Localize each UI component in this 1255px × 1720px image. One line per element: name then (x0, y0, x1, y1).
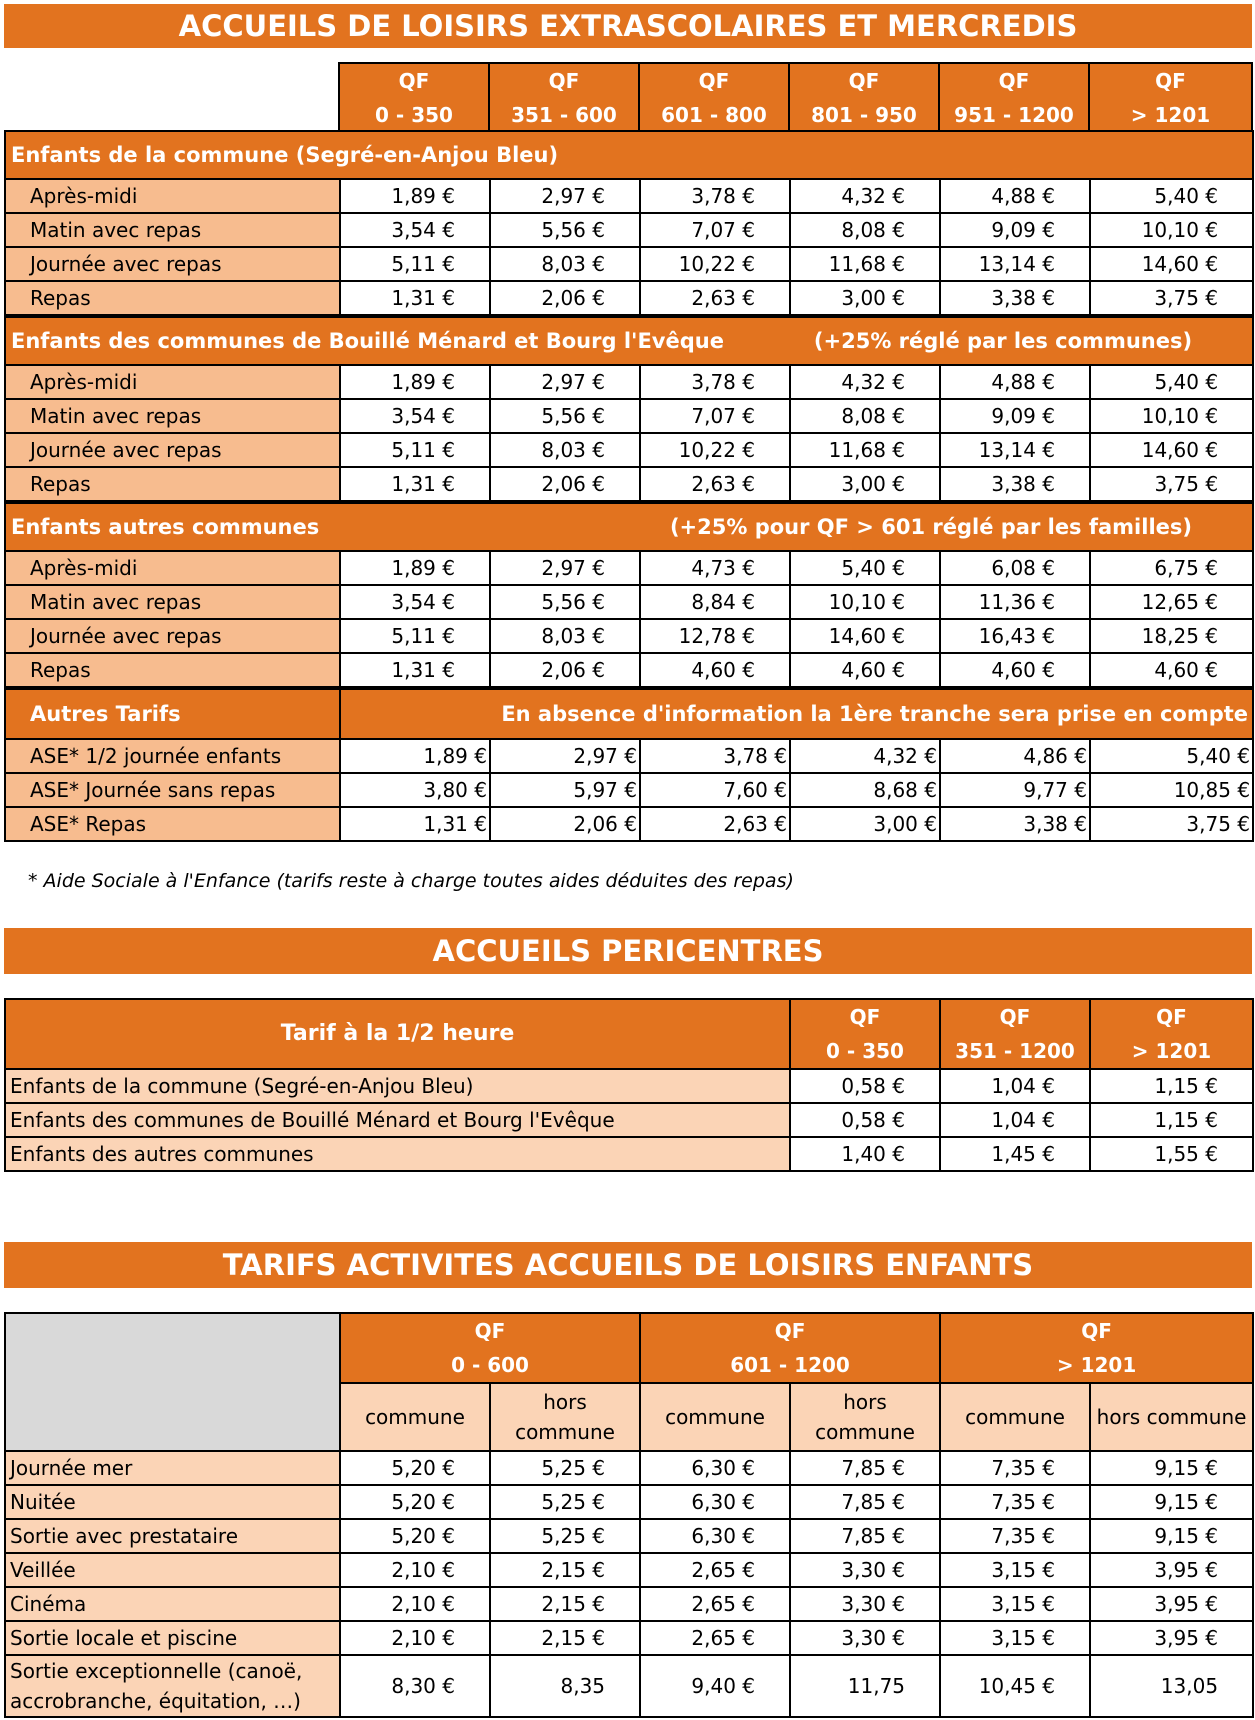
price-cell: 6,30 € (640, 1451, 790, 1485)
price-cell: 5,11 € (340, 619, 490, 653)
row-label: Repas (5, 281, 340, 315)
price-cell: 9,77 € (940, 773, 1090, 807)
price-cell: 2,06 € (490, 467, 640, 501)
autres-note: En absence d'information la 1ère tranche sera prise en compte (340, 689, 1253, 739)
price-cell: 3,00 € (790, 281, 940, 315)
qf-header: QF 951 - 1200 (939, 63, 1089, 133)
sub-header: hors commune (790, 1383, 940, 1451)
price-cell: 5,40 € (1090, 365, 1253, 399)
price-cell: 10,45 € (940, 1655, 1090, 1717)
price-cell: 7,07 € (640, 399, 790, 433)
corner-blank (4, 63, 339, 133)
section-table (4, 316, 1254, 502)
price-cell: 2,15 € (490, 1621, 640, 1655)
price-cell: 2,10 € (340, 1587, 490, 1621)
table-row (5, 653, 1253, 687)
row-label: Cinéma (5, 1587, 340, 1621)
price-cell: 3,00 € (790, 807, 940, 841)
price-cell: 0,58 € (790, 1069, 940, 1103)
title-activites: TARIFS ACTIVITES ACCUEILS DE LOISIRS ENFANTS (4, 1242, 1252, 1288)
activ-corner (5, 1313, 340, 1451)
price-cell: 3,15 € (940, 1621, 1090, 1655)
price-cell: 4,73 € (640, 551, 790, 585)
section-note: (+25% pour QF > 601 réglé par les familles) (669, 515, 1192, 539)
price-cell: 3,75 € (1090, 281, 1253, 315)
price-cell: 8,35 (490, 1655, 640, 1717)
qf-header: QF 601 - 800 (639, 63, 789, 133)
title-extrascolaires: ACCUEILS DE LOISIRS EXTRASCOLAIRES ET MERCREDIS (4, 4, 1252, 48)
row-label: Sortie exceptionnelle (canoë, accrobranche, équitation, …) (5, 1655, 340, 1717)
price-cell: 1,31 € (340, 467, 490, 501)
price-cell: 5,25 € (490, 1451, 640, 1485)
price-cell: 2,65 € (640, 1553, 790, 1587)
qf-header: QF > 1201 (1089, 63, 1252, 133)
table-row (5, 1137, 1253, 1171)
qf-header: QF > 1201 (940, 1313, 1253, 1383)
table-row (5, 585, 1253, 619)
price-cell: 3,95 € (1090, 1621, 1253, 1655)
sub-header: hors commune (490, 1383, 640, 1451)
price-cell: 2,97 € (490, 179, 640, 213)
price-cell: 5,25 € (490, 1485, 640, 1519)
price-cell: 13,05 (1090, 1655, 1253, 1717)
sub-header: commune (340, 1383, 490, 1451)
price-cell: 11,36 € (940, 585, 1090, 619)
price-cell: 2,06 € (490, 281, 640, 315)
row-label: Repas (5, 467, 340, 501)
price-cell: 9,40 € (640, 1655, 790, 1717)
section-title: Enfants de la commune (Segré-en-Anjou Bleu) (5, 131, 1253, 179)
price-cell: 9,15 € (1090, 1451, 1253, 1485)
row-label: Journée avec repas (5, 433, 340, 467)
table-row (5, 179, 1253, 213)
price-cell: 5,20 € (340, 1519, 490, 1553)
price-cell: 4,32 € (790, 739, 940, 773)
table-row (5, 739, 1253, 773)
price-cell: 3,38 € (940, 807, 1090, 841)
row-label: Sortie avec prestataire (5, 1519, 340, 1553)
price-cell: 5,40 € (1090, 179, 1253, 213)
price-cell: 7,85 € (790, 1485, 940, 1519)
qf-header: QF 0 - 350 (790, 999, 940, 1069)
pericentres-table (4, 998, 1254, 1172)
section-note: (+25% réglé par les communes) (813, 329, 1193, 353)
table-row (5, 551, 1253, 585)
price-cell: 3,30 € (790, 1553, 940, 1587)
table-row (5, 1485, 1253, 1519)
price-cell: 5,40 € (790, 551, 940, 585)
price-cell: 3,30 € (790, 1587, 940, 1621)
price-cell: 12,65 € (1090, 585, 1253, 619)
price-cell: 3,54 € (340, 399, 490, 433)
price-cell: 8,03 € (490, 433, 640, 467)
qf-header: QF 351 - 1200 (940, 999, 1090, 1069)
row-label: Enfants de la commune (Segré-en-Anjou Bleu) (5, 1069, 790, 1103)
price-cell: 5,56 € (490, 213, 640, 247)
title-pericentres: ACCUEILS PERICENTRES (4, 928, 1252, 974)
price-cell: 5,25 € (490, 1519, 640, 1553)
price-cell: 8,68 € (790, 773, 940, 807)
sub-header: hors commune (1090, 1383, 1253, 1451)
section-table (4, 502, 1254, 688)
section-table (4, 130, 1254, 316)
row-label: Journée avec repas (5, 247, 340, 281)
price-cell: 7,35 € (940, 1519, 1090, 1553)
price-cell: 9,15 € (1090, 1519, 1253, 1553)
price-cell: 10,10 € (1090, 399, 1253, 433)
row-label: Journée avec repas (5, 619, 340, 653)
price-cell: 6,08 € (940, 551, 1090, 585)
row-label: Après-midi (5, 365, 340, 399)
qf-header: QF 0 - 350 (339, 63, 489, 133)
price-cell: 1,89 € (340, 551, 490, 585)
price-cell: 3,54 € (340, 585, 490, 619)
price-cell: 5,40 € (1090, 739, 1253, 773)
price-cell: 10,22 € (640, 433, 790, 467)
price-cell: 3,15 € (940, 1553, 1090, 1587)
price-cell: 13,14 € (940, 433, 1090, 467)
price-cell: 1,04 € (940, 1103, 1090, 1137)
price-cell: 14,60 € (790, 619, 940, 653)
price-cell: 2,65 € (640, 1621, 790, 1655)
price-cell: 18,25 € (1090, 619, 1253, 653)
row-label: ASE* Journée sans repas (5, 773, 340, 807)
price-cell: 1,45 € (940, 1137, 1090, 1171)
table-row (5, 247, 1253, 281)
row-label: Nuitée (5, 1485, 340, 1519)
price-cell: 1,55 € (1090, 1137, 1253, 1171)
price-cell: 16,43 € (940, 619, 1090, 653)
price-cell: 14,60 € (1090, 247, 1253, 281)
price-cell: 3,15 € (940, 1587, 1090, 1621)
price-cell: 11,68 € (790, 433, 940, 467)
section-title: Enfants des communes de Bouillé Ménard et Bourg l'Evêque (+25% réglé par les communes) (5, 317, 1253, 365)
price-cell: 10,10 € (1090, 213, 1253, 247)
table-row (5, 281, 1253, 315)
table-row (5, 1655, 1253, 1717)
price-cell: 6,30 € (640, 1519, 790, 1553)
price-cell: 4,60 € (640, 653, 790, 687)
price-cell: 3,95 € (1090, 1587, 1253, 1621)
price-cell: 1,04 € (940, 1069, 1090, 1103)
price-cell: 3,78 € (640, 739, 790, 773)
price-cell: 1,15 € (1090, 1069, 1253, 1103)
price-cell: 8,30 € (340, 1655, 490, 1717)
table-row (5, 1621, 1253, 1655)
price-cell: 8,03 € (490, 619, 640, 653)
row-label: Enfants des communes de Bouillé Ménard et Bourg l'Evêque (5, 1103, 790, 1137)
price-cell: 4,32 € (790, 179, 940, 213)
price-cell: 2,65 € (640, 1587, 790, 1621)
table-row (5, 1587, 1253, 1621)
price-cell: 10,10 € (790, 585, 940, 619)
row-label: Matin avec repas (5, 399, 340, 433)
price-cell: 4,88 € (940, 365, 1090, 399)
price-cell: 11,68 € (790, 247, 940, 281)
price-cell: 5,56 € (490, 585, 640, 619)
price-cell: 14,60 € (1090, 433, 1253, 467)
price-cell: 2,15 € (490, 1587, 640, 1621)
price-cell: 1,31 € (340, 281, 490, 315)
price-cell: 7,07 € (640, 213, 790, 247)
price-cell: 1,31 € (340, 807, 490, 841)
qf-header: QF > 1201 (1090, 999, 1253, 1069)
price-cell: 3,54 € (340, 213, 490, 247)
price-cell: 3,75 € (1090, 467, 1253, 501)
row-label: ASE* Repas (5, 807, 340, 841)
row-label: Enfants des autres communes (5, 1137, 790, 1171)
price-cell: 3,38 € (940, 467, 1090, 501)
table-row (5, 365, 1253, 399)
sub-header: commune (940, 1383, 1090, 1451)
price-cell: 3,30 € (790, 1621, 940, 1655)
price-cell: 8,08 € (790, 399, 940, 433)
autres-title: Autres Tarifs (5, 689, 340, 739)
price-cell: 4,60 € (1090, 653, 1253, 687)
price-cell: 10,22 € (640, 247, 790, 281)
price-cell: 1,15 € (1090, 1103, 1253, 1137)
price-cell: 2,97 € (490, 739, 640, 773)
row-label: Matin avec repas (5, 585, 340, 619)
price-cell: 4,88 € (940, 179, 1090, 213)
price-cell: 5,97 € (490, 773, 640, 807)
price-cell: 4,60 € (790, 653, 940, 687)
table-row (5, 467, 1253, 501)
price-cell: 0,58 € (790, 1103, 940, 1137)
footnote: * Aide Sociale à l'Enfance (tarifs reste à charge toutes aides déduites des repas) (28, 870, 794, 892)
price-cell: 6,30 € (640, 1485, 790, 1519)
price-cell: 2,06 € (490, 807, 640, 841)
table-row (5, 773, 1253, 807)
autres-tarifs-table (4, 688, 1254, 842)
row-label: Après-midi (5, 179, 340, 213)
price-cell: 2,10 € (340, 1553, 490, 1587)
price-cell: 2,97 € (490, 365, 640, 399)
table-row (5, 1553, 1253, 1587)
price-cell: 2,63 € (640, 467, 790, 501)
price-cell: 8,08 € (790, 213, 940, 247)
price-cell: 2,06 € (490, 653, 640, 687)
price-cell: 5,11 € (340, 433, 490, 467)
peri-header-label: Tarif à la 1/2 heure (5, 999, 790, 1069)
activites-table (4, 1312, 1254, 1718)
section-title: Enfants autres communes (+25% pour QF > 601 réglé par les familles) (5, 503, 1253, 551)
price-cell: 12,78 € (640, 619, 790, 653)
row-label: Sortie locale et piscine (5, 1621, 340, 1655)
row-label: Après-midi (5, 551, 340, 585)
table-row (5, 399, 1253, 433)
price-cell: 6,75 € (1090, 551, 1253, 585)
price-cell: 1,40 € (790, 1137, 940, 1171)
price-cell: 8,03 € (490, 247, 640, 281)
price-cell: 3,95 € (1090, 1553, 1253, 1587)
table-row (5, 213, 1253, 247)
price-cell: 2,10 € (340, 1621, 490, 1655)
price-cell: 7,60 € (640, 773, 790, 807)
qf-header: QF 601 - 1200 (640, 1313, 940, 1383)
price-cell: 3,75 € (1090, 807, 1253, 841)
price-cell: 11,75 (790, 1655, 940, 1717)
price-cell: 7,85 € (790, 1451, 940, 1485)
sub-header: commune (640, 1383, 790, 1451)
table-row (5, 433, 1253, 467)
extrascolaires-table (4, 62, 1253, 134)
table-row (5, 1519, 1253, 1553)
table-row (5, 1103, 1253, 1137)
price-cell: 2,63 € (640, 281, 790, 315)
price-cell: 13,14 € (940, 247, 1090, 281)
price-cell: 9,15 € (1090, 1485, 1253, 1519)
price-cell: 9,09 € (940, 399, 1090, 433)
row-label: ASE* 1/2 journée enfants (5, 739, 340, 773)
price-cell: 5,11 € (340, 247, 490, 281)
qf-header: QF 801 - 950 (789, 63, 939, 133)
price-cell: 7,35 € (940, 1485, 1090, 1519)
price-cell: 1,89 € (340, 739, 490, 773)
row-label: Veillée (5, 1553, 340, 1587)
price-cell: 5,20 € (340, 1451, 490, 1485)
price-cell: 3,78 € (640, 179, 790, 213)
price-cell: 3,38 € (940, 281, 1090, 315)
qf-header: QF 0 - 600 (340, 1313, 640, 1383)
row-label: Journée mer (5, 1451, 340, 1485)
price-cell: 3,80 € (340, 773, 490, 807)
table-row (5, 1451, 1253, 1485)
price-cell: 5,56 € (490, 399, 640, 433)
price-cell: 2,63 € (640, 807, 790, 841)
price-cell: 1,89 € (340, 365, 490, 399)
price-cell: 8,84 € (640, 585, 790, 619)
qf-header: QF 351 - 600 (489, 63, 639, 133)
price-cell: 2,97 € (490, 551, 640, 585)
price-cell: 9,09 € (940, 213, 1090, 247)
price-cell: 4,86 € (940, 739, 1090, 773)
price-cell: 1,31 € (340, 653, 490, 687)
price-cell: 5,20 € (340, 1485, 490, 1519)
price-cell: 1,89 € (340, 179, 490, 213)
price-cell: 7,85 € (790, 1519, 940, 1553)
price-cell: 7,35 € (940, 1451, 1090, 1485)
table-row (5, 1069, 1253, 1103)
price-cell: 3,00 € (790, 467, 940, 501)
row-label: Repas (5, 653, 340, 687)
table-row (5, 807, 1253, 841)
price-cell: 10,85 € (1090, 773, 1253, 807)
price-cell: 4,60 € (940, 653, 1090, 687)
price-cell: 2,15 € (490, 1553, 640, 1587)
price-cell: 3,78 € (640, 365, 790, 399)
row-label: Matin avec repas (5, 213, 340, 247)
price-cell: 4,32 € (790, 365, 940, 399)
table-row (5, 619, 1253, 653)
